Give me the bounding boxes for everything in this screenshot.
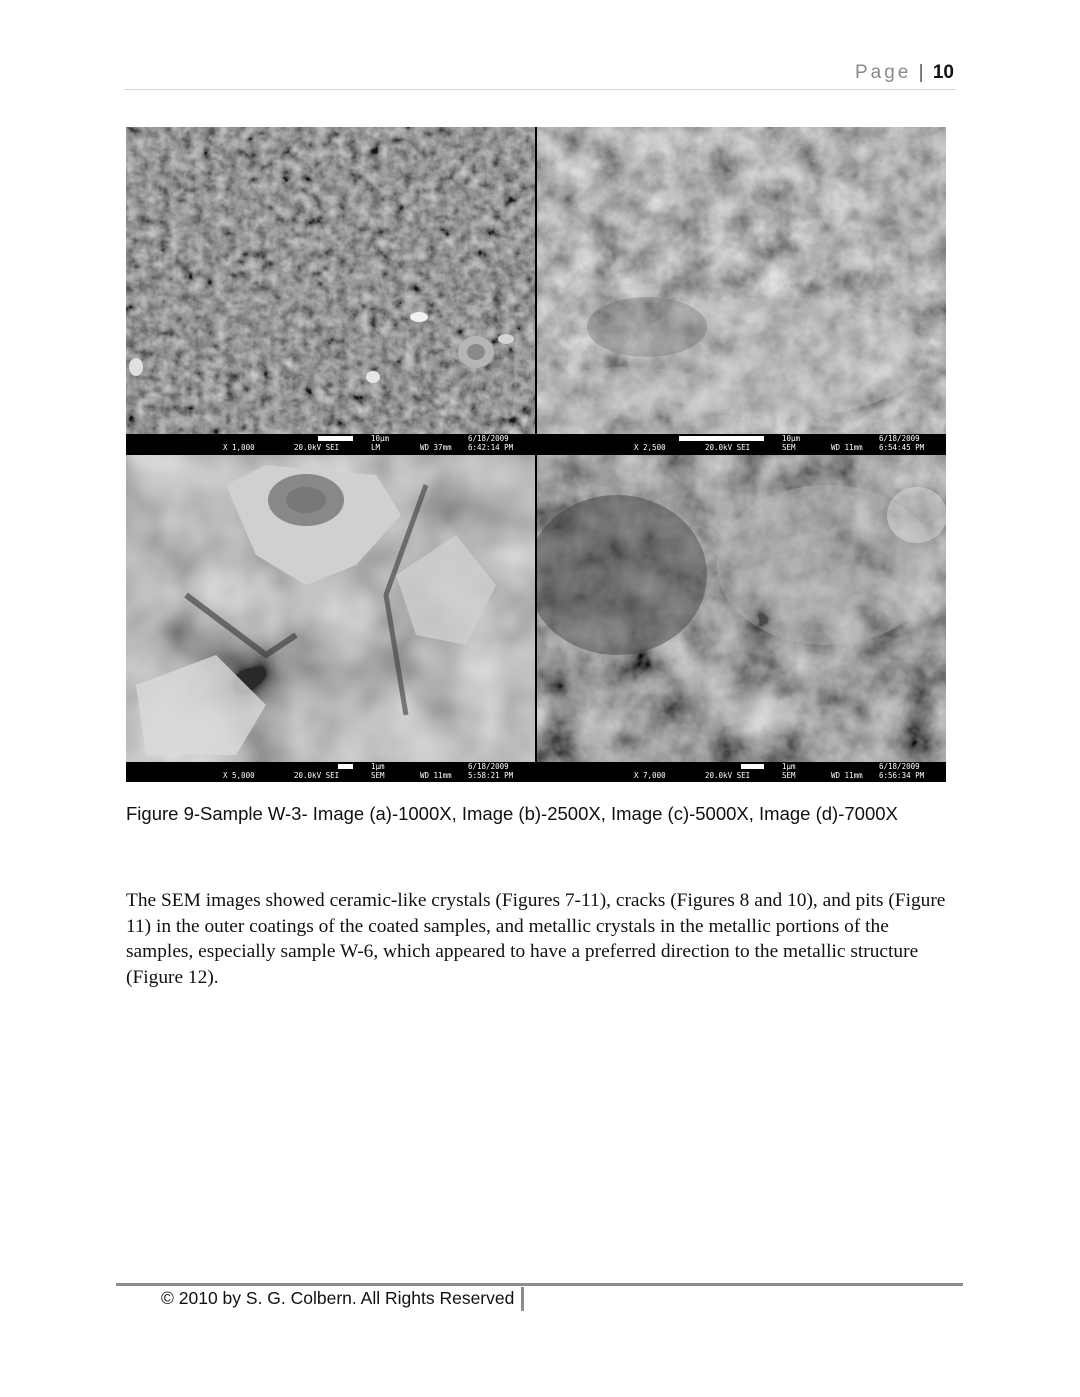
scale-label: 10μm [371, 434, 390, 443]
magnification-label: X 2,500 [634, 443, 666, 452]
working-distance-label: WD 37mm [420, 443, 452, 452]
scale-label: 1μm [371, 762, 385, 771]
voltage-label: 20.0kV SEI [705, 771, 751, 780]
time-label: 6:56:34 PM [879, 771, 925, 780]
sem-info-bar-d [537, 762, 946, 782]
detector-label: SEM [782, 443, 796, 452]
body-paragraph: The SEM images showed ceramic-like crystals (Figures 7-11), cracks (Figures 8 and 10), and pits (Figure 11) in the outer coatings of the coated samples, and metallic crystals in the metallic portions of the samples, especially sample W-6, which appeared to have a preferred direction to the metallic structure (Figure 12). [126, 890, 946, 988]
footer-divider [116, 1283, 963, 1286]
date-label: 6/18/2009 [468, 762, 509, 771]
date-label: 6/18/2009 [879, 762, 920, 771]
sem-image-a [126, 127, 535, 434]
sem-panel-b [537, 127, 946, 454]
sem-info-bar-a [126, 434, 535, 454]
scale-bar [338, 764, 353, 769]
page-word: Page [854, 62, 912, 83]
scale-bar [318, 436, 353, 441]
magnification-label: X 5,000 [223, 771, 255, 780]
magnification-label: X 1,000 [223, 443, 255, 452]
working-distance-label: WD 11mm [420, 771, 452, 780]
detector-label: SEM [782, 771, 796, 780]
page-header [855, 62, 954, 84]
sem-image-c [126, 455, 535, 762]
scale-bar [741, 764, 764, 769]
footer-copyright: © 2010 by S. G. Colbern. All Rights Reserved [161, 1288, 515, 1308]
sem-info-bar-c [126, 762, 535, 782]
time-label: 5:58:21 PM [468, 771, 514, 780]
scale-bar [679, 436, 764, 441]
sem-panel-d [537, 455, 946, 782]
sem-figure [126, 127, 946, 782]
footer-separator [521, 1287, 524, 1311]
date-label: 6/18/2009 [468, 434, 509, 443]
scale-label: 10μm [782, 434, 801, 443]
working-distance-label: WD 11mm [831, 771, 863, 780]
sem-image-b [537, 127, 946, 434]
time-label: 6:42:14 PM [468, 443, 514, 452]
header-divider [124, 89, 956, 90]
voltage-label: 20.0kV SEI [294, 771, 340, 780]
magnification-label: X 7,000 [634, 771, 666, 780]
sem-image-d [537, 455, 946, 762]
detector-label: SEM [371, 771, 385, 780]
working-distance-label: WD 11mm [831, 443, 863, 452]
scale-label: 1μm [782, 762, 796, 771]
sem-panel-a [126, 127, 535, 454]
detector-label: LM [371, 443, 381, 452]
sem-info-bar-b [537, 434, 946, 454]
sem-panel-c [126, 455, 535, 782]
page-number: 10 [932, 62, 954, 83]
date-label: 6/18/2009 [879, 434, 920, 443]
figure-caption: Figure 9-Sample W-3- Image (a)-1000X, Image (b)-2500X, Image (c)-5000X, Image (d)-7000X [126, 803, 898, 824]
voltage-label: 20.0kV SEI [294, 443, 340, 452]
voltage-label: 20.0kV SEI [705, 443, 751, 452]
time-label: 6:54:45 PM [879, 443, 925, 452]
page-separator: | [918, 62, 924, 83]
